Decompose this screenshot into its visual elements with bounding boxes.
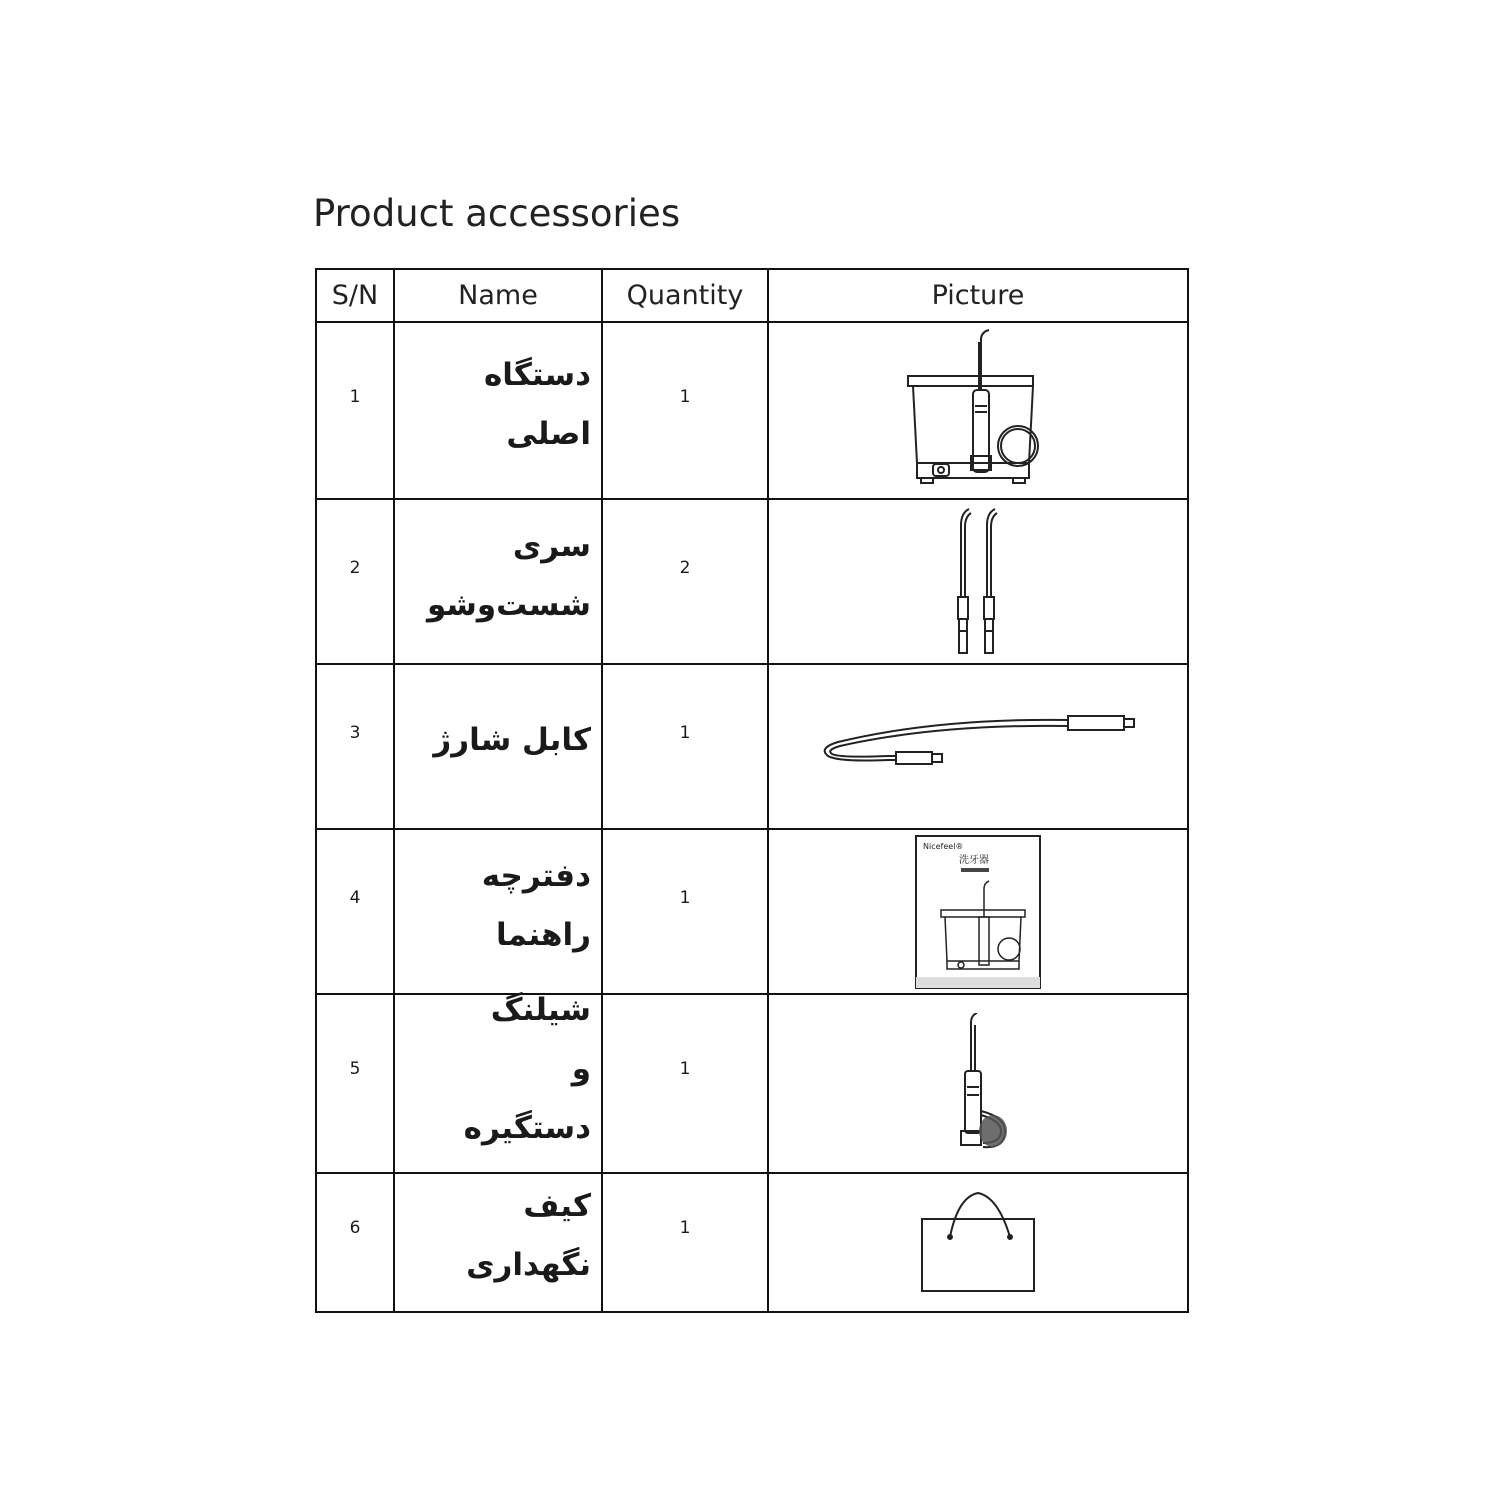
- row-quantity: 1: [679, 1218, 691, 1239]
- header-quantity: Quantity: [602, 269, 768, 322]
- row-sn: 4: [349, 887, 361, 908]
- table-row: [316, 829, 1188, 994]
- row-name-cell: [394, 664, 602, 829]
- row-sn: 5: [349, 1059, 361, 1080]
- row-picture-cell: [768, 664, 1188, 829]
- row-name-cell: [394, 322, 602, 499]
- row-name: کابل شارژ: [433, 722, 591, 759]
- row-picture-cell: [768, 499, 1188, 664]
- row-quantity: 1: [679, 1059, 691, 1080]
- user-manual-icon: [915, 835, 1041, 989]
- accessories-table: [315, 268, 1189, 1313]
- row-sn: 2: [349, 557, 361, 578]
- row-name: دفترچه راهنما: [481, 857, 591, 953]
- row-quantity-cell: [602, 1173, 768, 1312]
- row-picture-cell: [768, 829, 1188, 994]
- manual-brand: Nicefeel®: [923, 841, 964, 851]
- charging-cable-icon: [818, 712, 1138, 782]
- row-name: شیلنگ و دستگیره: [463, 992, 591, 1146]
- row-quantity: 1: [679, 887, 691, 908]
- row-picture-cell: [768, 322, 1188, 499]
- row-quantity: 1: [679, 386, 691, 407]
- table-row: [316, 994, 1188, 1173]
- row-quantity-cell: [602, 829, 768, 994]
- row-sn: 1: [349, 386, 361, 407]
- storage-bag-icon: [918, 1187, 1038, 1297]
- row-sn-cell: [316, 322, 394, 499]
- nozzle-tips-icon: [943, 507, 1013, 657]
- row-sn-cell: [316, 994, 394, 1173]
- row-picture-cell: [768, 1173, 1188, 1312]
- row-sn: 3: [349, 722, 361, 743]
- header-name: Name: [394, 269, 602, 322]
- row-quantity: 1: [679, 722, 691, 743]
- row-name: سری شست‌وشو: [426, 527, 591, 623]
- row-quantity-cell: [602, 322, 768, 499]
- row-sn-cell: [316, 664, 394, 829]
- row-name: کیف نگهداری: [466, 1188, 591, 1284]
- hose-and-handle-icon: [943, 1013, 1013, 1153]
- row-quantity: 2: [679, 557, 691, 578]
- row-name-cell: [394, 829, 602, 994]
- row-name-cell: [394, 499, 602, 664]
- row-name-cell: [394, 1173, 602, 1312]
- row-name: دستگاه اصلی: [483, 356, 591, 452]
- row-sn-cell: [316, 499, 394, 664]
- manual-title: 洗牙器: [959, 854, 989, 866]
- table-row: [316, 664, 1188, 829]
- table-row: [316, 1173, 1188, 1312]
- header-sn: S/N: [316, 269, 394, 322]
- water-flosser-main-unit-icon: [903, 328, 1053, 493]
- row-picture-cell: [768, 994, 1188, 1173]
- row-sn: 6: [349, 1218, 361, 1239]
- row-sn-cell: [316, 829, 394, 994]
- row-quantity-cell: [602, 994, 768, 1173]
- table-row: [316, 499, 1188, 664]
- row-name-cell: [394, 994, 602, 1173]
- row-quantity-cell: [602, 664, 768, 829]
- table-row: [316, 322, 1188, 499]
- page-title: Product accessories: [313, 192, 681, 235]
- table-header-row: [316, 269, 1188, 322]
- header-picture: Picture: [768, 269, 1188, 322]
- row-quantity-cell: [602, 499, 768, 664]
- row-sn-cell: [316, 1173, 394, 1312]
